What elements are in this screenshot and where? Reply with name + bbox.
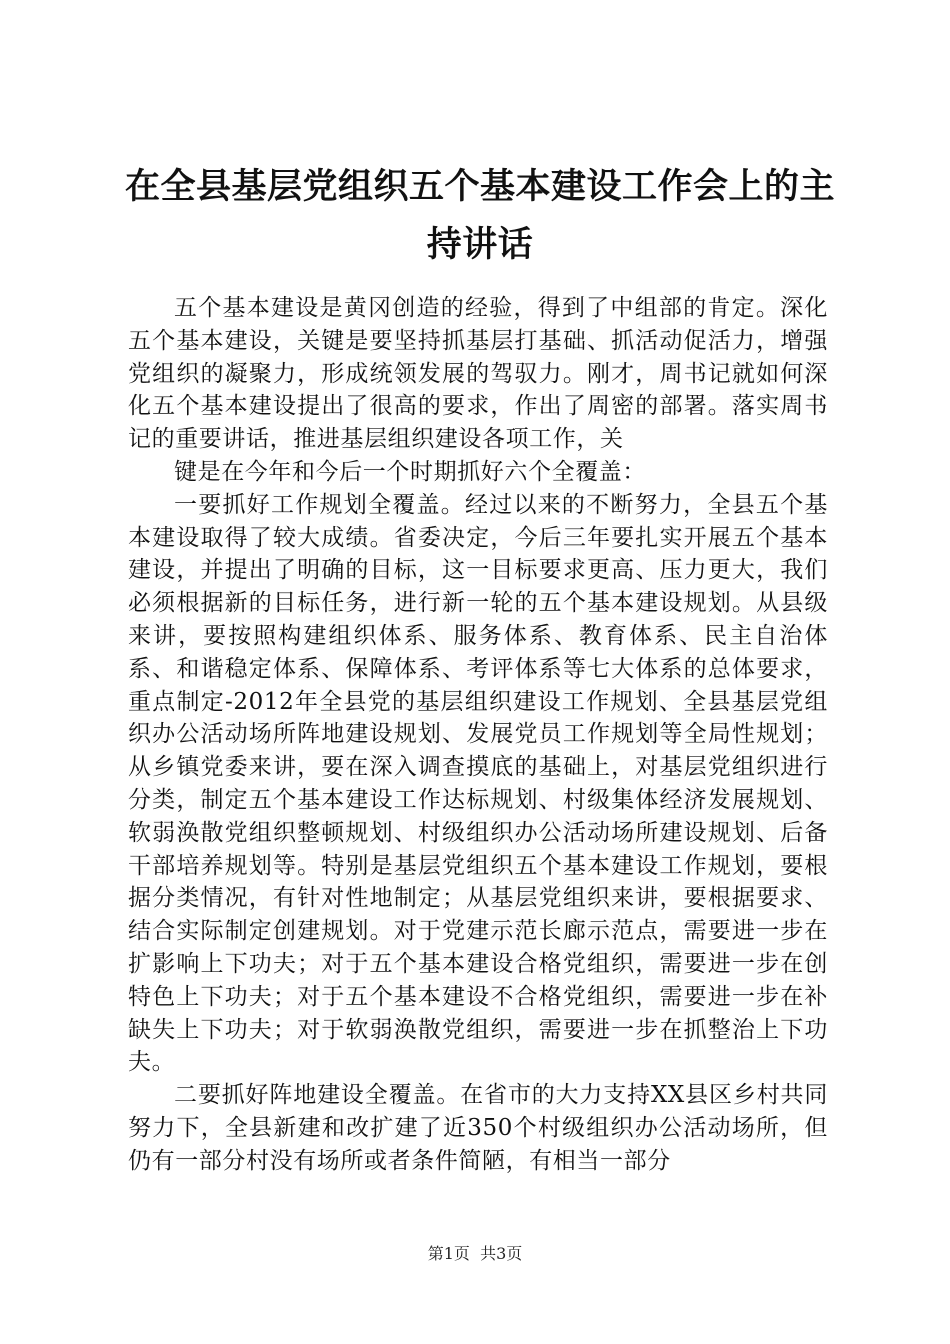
page-footer bbox=[0, 1244, 950, 1264]
document-title: 在全县基层党组织五个基本建设工作会上的主持讲话 bbox=[124, 166, 835, 265]
paragraph-intro: 五个基本建设是黄冈创造的经验，得到了中组部的肯定。深化五个基本建设，关键是要坚持抓基层打基础、抓活动促活力，增强党组织的凝聚力，形成统领发展的驾驭力。刚才，周书记就如何深化五个基本建设提出了很高的要求，作出了周密的部署。落实周书记的重要讲话，推进基层组织建设各项工作，关 bbox=[128, 295, 828, 453]
paragraph-six-coverages: 键是在今年和今后一个时期抓好六个全覆盖： bbox=[174, 458, 646, 485]
document-body bbox=[128, 292, 828, 1178]
page-total: 共3页 bbox=[480, 1244, 523, 1263]
page-number: 第1页 bbox=[427, 1244, 470, 1263]
footer-spacer bbox=[470, 1244, 480, 1263]
paragraph-planning: 一要抓好工作规划全覆盖。经过以来的不断努力，全县五个基本建设取得了较大成绩。省委决定，今后三年要扎实开展五个基本建设，并提出了明确的目标，这一目标要求更高、压力更大，我们必须根据新的目标任务，进行新一轮的五个基本建设规划。从县级来讲，要按照构建组织体系、服务体系、教育体系、民主自治体系、和谐稳定体系、保障体系、考评体系等七大体系的总体要求，重点制定-2012年全县党的基层组织建设工作规划、全县基层党组织办公活动场所阵地建设规划、发展党员工作规划等全局性规划；从乡镇党委来讲，要在深入调查摸底的基础上，对基层党组织进行分类，制定五个基本建设工作达标规划、村级集体经济发展规划、软弱涣散党组织整顿规划、村级组织办公活动场所建设规划、后备干部培养规划等。特别是基层党组织五个基本建设工作规划，要根据分类情况，有针对性地制定；从基层党组织来讲，要根据要求、结合实际制定创建规划。对于党建示范长廊示范点，需要进一步在扩影响上下功夫；对于五个基本建设合格党组织，需要进一步在创特色上下功夫；对于五个基本建设不合格党组织，需要进一步在补缺失上下功夫；对于软弱涣散党组织，需要进一步在抓整治上下功夫。 bbox=[128, 491, 828, 1076]
paragraph-facilities: 二要抓好阵地建设全覆盖。在省市的大力支持XX县区乡村共同努力下，全县新建和改扩建了近350个村级组织办公活动场所，但仍有一部分村没有场所或者条件简陋，有相当一部分 bbox=[128, 1082, 828, 1174]
